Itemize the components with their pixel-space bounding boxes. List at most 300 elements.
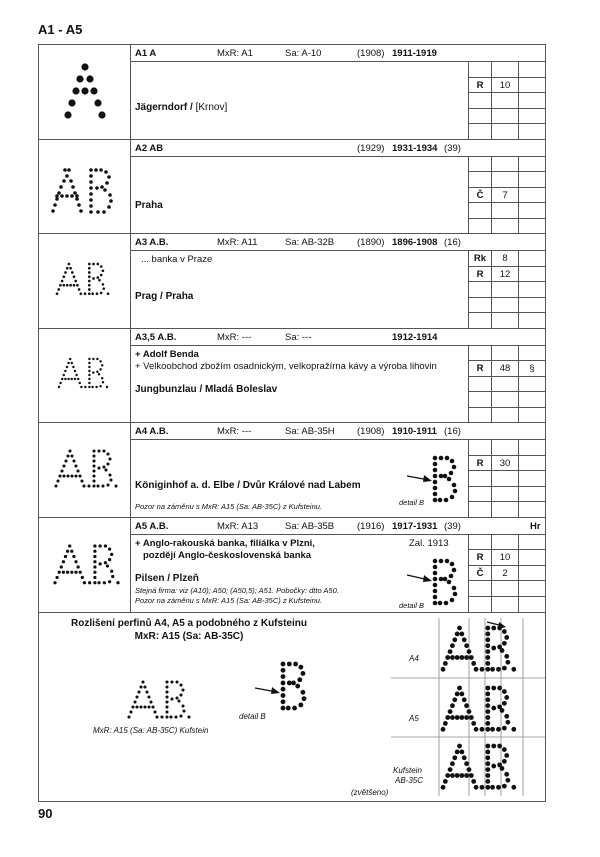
perforation-hole (79, 292, 82, 295)
kufstein-perfin-glyph (123, 674, 223, 730)
perforation-hole (54, 484, 57, 487)
perforation-hole (97, 581, 100, 584)
perforation-hole (445, 558, 450, 563)
section-title: A1 - A5 (38, 22, 83, 37)
perforation-hole (106, 452, 109, 455)
perforation-hole (448, 767, 453, 772)
perforation-hole (151, 705, 154, 708)
perforation-hole (93, 570, 96, 573)
rating-value: 30 (492, 456, 519, 471)
perforation-hole (66, 365, 68, 367)
perforation-hole (72, 554, 75, 557)
perforation-hole (469, 715, 474, 720)
perforation-hole (51, 209, 55, 213)
perforation-hole (63, 168, 67, 172)
perforation-hole (464, 703, 469, 708)
catalog-entry-a5 (39, 518, 545, 613)
perforation-hole (55, 575, 58, 578)
perforation-hole (452, 465, 457, 470)
perforation-hole (74, 377, 76, 379)
perforation-hole (62, 560, 65, 563)
perforation-hole (63, 373, 65, 375)
perforation-hole (57, 191, 61, 195)
perforation-hole (457, 744, 462, 749)
perforation-hole (433, 588, 438, 593)
perforation-hole (84, 385, 86, 387)
perforation-hole (104, 544, 107, 547)
perforation-hole (100, 185, 104, 189)
perforation-hole (457, 626, 462, 631)
catalog-entry-a4 (39, 423, 545, 518)
perforation-hole (471, 721, 476, 726)
perforation-hole (459, 692, 464, 697)
catalog-entry-a3 (39, 234, 545, 329)
rating-grade: Č (469, 188, 492, 203)
perforation-hole (165, 715, 168, 718)
perforation-hole (56, 479, 59, 482)
detail-b-glyph (399, 454, 469, 510)
perforation-hole (445, 773, 450, 778)
perforation-hole (485, 637, 490, 642)
perfin-image-a4 (39, 423, 131, 517)
rating-value: 10 (492, 550, 519, 565)
perforation-hole (500, 648, 505, 653)
perforation-hole (506, 778, 511, 783)
perforation-hole (485, 632, 490, 637)
perforation-hole (64, 554, 67, 557)
perforation-hole (450, 655, 455, 660)
perforation-hole (76, 469, 79, 472)
perforation-hole (504, 635, 509, 640)
perforation-hole (83, 581, 86, 584)
years-main: 1910-1911 (392, 426, 437, 437)
perforation-hole (485, 661, 490, 666)
perforation-hole (73, 275, 76, 278)
perforation-hole (96, 276, 99, 279)
perforation-hole (137, 690, 140, 693)
perforation-hole (101, 364, 103, 366)
perforation-hole (139, 705, 142, 708)
perforation-hole (165, 690, 168, 693)
perforation-hole (450, 703, 455, 708)
perforation-hole (453, 489, 458, 494)
years-main: 1917-1931 (392, 520, 438, 532)
perforation-hole (70, 570, 73, 573)
perforation-hole (89, 198, 93, 202)
perforation-hole (452, 697, 457, 702)
perforation-hole (491, 744, 496, 749)
rating-value: 2 (492, 566, 519, 581)
mxr-ref: MxR: A1 (217, 48, 253, 59)
perforation-hole (297, 677, 302, 682)
rating-value: 8 (492, 251, 519, 266)
perforation-hole (291, 680, 296, 685)
sa-ref: Sa: AB-35B (285, 520, 335, 532)
perforation-hole (74, 280, 77, 283)
perforation-hole (455, 692, 460, 697)
years-main: 1931-1934 (392, 142, 438, 154)
perforation-hole (490, 785, 495, 790)
rating-value: 7 (492, 188, 519, 203)
entry-header (131, 329, 545, 346)
place-main: Jägerndorf / (135, 102, 193, 113)
perforation-hole (74, 474, 77, 477)
perforation-hole (65, 174, 69, 178)
perforation-hole (70, 474, 73, 477)
perforation-hole (62, 474, 65, 477)
perforation-hole (102, 283, 105, 286)
perforation-hole (455, 750, 460, 755)
row-label-kufstein: Kufstein (393, 766, 422, 775)
years-pre: (1908) (357, 426, 385, 437)
perforation-hole (58, 570, 61, 573)
perforation-hole (441, 667, 446, 672)
perforation-hole (72, 365, 74, 367)
perforation-hole (135, 695, 138, 698)
perforation-hole (69, 284, 72, 287)
perforation-hole (448, 649, 453, 654)
perforation-hole (504, 714, 509, 719)
perforation-hole (485, 767, 490, 772)
perforation-hole (298, 665, 303, 670)
perforation-hole (165, 705, 168, 708)
entry-remark: ... banka v Praze (141, 254, 213, 265)
entry-body (131, 62, 469, 139)
perforation-hole (450, 597, 455, 602)
detail-label: detail B (239, 712, 266, 721)
perforation-hole (66, 549, 69, 552)
perforation-hole (433, 456, 438, 461)
perfin-a-dot-b-glyph (39, 329, 131, 423)
perforation-hole (93, 560, 96, 563)
perforation-hole (469, 773, 474, 778)
perforation-hole (102, 269, 105, 272)
perforation-hole (104, 468, 107, 471)
perforation-hole (109, 199, 113, 203)
perforation-hole (74, 464, 77, 467)
perforation-hole (80, 479, 83, 482)
place-main: Praha (135, 199, 163, 211)
perforation-hole (109, 478, 112, 481)
perforation-hole (281, 680, 286, 685)
perforation-hole (91, 292, 94, 295)
rating-grade: R (469, 456, 492, 471)
mxr-ref: MxR: --- (217, 426, 252, 437)
perforation-hole (452, 755, 457, 760)
pointer-arrow-icon (255, 687, 280, 694)
perforation-hole (286, 706, 291, 711)
perforation-hole (447, 477, 452, 482)
perforation-hole (57, 288, 60, 291)
perforation-hole (485, 750, 490, 755)
kufstein-caption: MxR: A15 (Sa: AB-35C) Kufstein (93, 726, 209, 735)
perfin-image-a3-5 (39, 329, 131, 423)
rating-grade: R (469, 361, 492, 376)
perforation-hole (175, 680, 178, 683)
perforation-hole (62, 179, 66, 183)
perforation-hole (88, 357, 90, 359)
rating-value: 10 (492, 78, 519, 93)
perforation-hole (491, 646, 496, 651)
perforation-hole (97, 466, 100, 469)
perforation-hole (443, 661, 448, 666)
perforation-hole (433, 564, 438, 569)
rating-grid (469, 251, 545, 328)
comparison-panel (38, 612, 546, 802)
years-post: (16) (444, 426, 461, 437)
perforation-hole (66, 570, 69, 573)
enlarged-comparison (391, 618, 545, 796)
entry-code: A3 A.B. (135, 237, 169, 248)
perforation-hole (485, 686, 490, 691)
perforation-hole (102, 465, 105, 468)
perforation-hole (447, 579, 452, 584)
perforation-hole (65, 194, 69, 198)
perforation-hole (75, 373, 77, 375)
perforation-hole (455, 655, 460, 660)
perforation-hole (114, 484, 117, 487)
perforation-hole (101, 376, 103, 378)
rating-grid (469, 535, 545, 613)
perforation-hole (287, 662, 292, 667)
perforation-hole (116, 581, 119, 584)
perforation-hole (298, 703, 303, 708)
firm-successor: pozdějí Anglo-československá banka (143, 549, 312, 561)
perforation-hole (506, 720, 511, 725)
perforation-hole (467, 649, 472, 654)
perforation-hole (462, 755, 467, 760)
perforation-hole (502, 689, 507, 694)
perforation-hole (445, 456, 450, 461)
perfin-image-a1 (39, 45, 131, 139)
perforation-hole (485, 697, 490, 702)
perforation-hole (485, 692, 490, 697)
entry-body (131, 157, 469, 234)
perforation-hole (444, 498, 449, 503)
perforation-hole (281, 699, 286, 704)
perforation-hole (135, 705, 138, 708)
perforation-hole (59, 185, 63, 189)
perforation-hole (92, 459, 95, 462)
perforation-hole (106, 385, 108, 387)
perforation-hole (100, 265, 103, 268)
caution-note: Pozor na záměnu s MxR: A15 (Sa: AB-35C) z Kufsteinu. (135, 502, 323, 511)
perforation-hole (485, 779, 490, 784)
perforation-hole (104, 170, 108, 174)
perforation-hole (78, 288, 81, 291)
perforation-hole (450, 459, 455, 464)
perforation-hole (98, 279, 101, 282)
perforation-hole (61, 377, 63, 379)
perforation-hole (462, 697, 467, 702)
perforation-hole (433, 480, 438, 485)
perforation-hole (496, 727, 501, 732)
perforation-hole (99, 360, 101, 362)
perforation-hole (93, 544, 96, 547)
perforation-hole (165, 685, 168, 688)
perforation-hole (181, 688, 184, 691)
perforation-hole (61, 280, 64, 283)
perforation-hole (467, 709, 472, 714)
perforation-hole (64, 377, 66, 379)
perforation-hole (59, 381, 61, 383)
perfin-image-a3 (39, 234, 131, 328)
catalog-table (38, 44, 546, 613)
perforation-hole (88, 381, 90, 383)
perforation-hole (433, 492, 438, 497)
perforation-hole (110, 552, 113, 555)
perforation-hole (106, 462, 109, 465)
perforation-hole (165, 700, 168, 703)
perforation-hole (450, 715, 455, 720)
perforation-hole (450, 761, 455, 766)
perforation-hole (485, 761, 490, 766)
entry-header (131, 423, 545, 440)
perforation-hole (96, 210, 100, 214)
perforation-hole (104, 561, 107, 564)
perforation-hole (99, 368, 101, 370)
entry-body (131, 440, 469, 517)
perforation-hole (92, 277, 95, 280)
perfin-image-a5 (39, 518, 131, 613)
perforation-hole (181, 704, 184, 707)
perforation-hole (110, 569, 113, 572)
perforation-hole (445, 715, 450, 720)
perforation-hole (165, 680, 168, 683)
perforation-hole (504, 772, 509, 777)
perforation-hole (131, 705, 134, 708)
perforation-hole (102, 449, 105, 452)
perforation-hole (81, 575, 84, 578)
perforation-hole (496, 667, 501, 672)
perforation-hole (66, 474, 69, 477)
entry-body (131, 535, 469, 613)
entry-body (131, 346, 469, 423)
perforation-hole (170, 697, 173, 700)
mxr-ref: MxR: A11 (217, 237, 258, 248)
perforation-hole (438, 498, 443, 503)
perforation-hole (281, 668, 286, 673)
perforation-hole (53, 581, 56, 584)
perforation-hole (88, 292, 91, 295)
perforation-hole (452, 585, 457, 590)
perforation-hole (433, 582, 438, 587)
perforation-hole (69, 267, 72, 270)
years-pre: (1908) (357, 48, 385, 59)
perforation-hole (459, 773, 464, 778)
perforation-hole (92, 484, 95, 487)
perforation-hole (485, 755, 490, 760)
perforation-hole (98, 372, 100, 374)
perforation-hole (103, 188, 107, 192)
perforation-hole (471, 779, 476, 784)
pointer-arrow-icon (407, 575, 432, 582)
perforation-hole (179, 714, 182, 717)
perforation-hole (97, 449, 100, 452)
perforation-hole (464, 643, 469, 648)
perforation-hole (89, 168, 93, 172)
perforation-hole (480, 667, 485, 672)
entry-header (131, 234, 545, 251)
perforation-hole (504, 695, 509, 700)
rating-grid (469, 157, 545, 234)
entry-code: A2 AB (135, 142, 164, 154)
perfin-a-dot-b-glyph (39, 234, 131, 328)
detail-label: detail B (399, 600, 425, 610)
perforation-hole (506, 660, 511, 665)
perforation-hole (58, 474, 61, 477)
years-pre: (1890) (357, 237, 385, 248)
perforation-hole (92, 469, 95, 472)
perforation-hole (88, 275, 91, 278)
perforation-hole (452, 483, 457, 488)
perforation-hole (96, 263, 99, 266)
perforation-hole (433, 600, 438, 605)
perforation-hole (62, 464, 65, 467)
perforation-hole (99, 168, 103, 172)
perforation-hole (295, 684, 300, 689)
perforation-hole (502, 629, 507, 634)
perforation-hole (485, 721, 490, 726)
perforation-hole (107, 292, 110, 295)
perforation-hole (59, 284, 62, 287)
related-firms-note: Stejná firma: viz (A10); A50; (A50,5); A51. Pobočky: dtto A50. (135, 585, 339, 595)
perforation-hole (502, 726, 507, 731)
perforation-hole (500, 708, 505, 713)
perforation-hole (95, 186, 99, 190)
place-main: Prag / Praha (135, 291, 194, 302)
perforation-hole (187, 715, 190, 718)
sa-ref: Sa: AB-32B (285, 237, 335, 248)
perforation-hole (480, 727, 485, 732)
perforation-hole (441, 727, 446, 732)
perforation-hole (143, 685, 146, 688)
perforation-hole (433, 594, 438, 599)
perforation-hole (78, 474, 81, 477)
perforation-hole (155, 715, 158, 718)
perforation-hole (106, 564, 109, 567)
perforation-hole (70, 194, 74, 198)
perforation-hole (301, 671, 306, 676)
perforation-hole (439, 474, 444, 479)
perforation-hole (179, 693, 182, 696)
rating-grid (469, 346, 545, 423)
perforation-hole (443, 576, 448, 581)
caution-note: Pozor na záměnu s MxR: A15 (Sa: AB-35C) z Kufsteinu. (135, 595, 323, 605)
perforation-hole (281, 674, 286, 679)
perforation-hole (287, 680, 292, 685)
perforation-hole (281, 662, 286, 667)
perforation-hole (69, 357, 71, 359)
perforation-hole (58, 385, 60, 387)
perforation-hole (71, 185, 75, 189)
perforation-hole (62, 284, 65, 287)
perforation-hole (433, 462, 438, 467)
perforation-hole (72, 459, 75, 462)
entry-header (131, 45, 545, 62)
detail-b-glyph (399, 557, 469, 613)
perforation-hole (450, 561, 455, 566)
perforation-hole (102, 210, 106, 214)
perforation-hole (108, 547, 111, 550)
perforation-hole (497, 744, 502, 749)
perforation-hole (64, 459, 67, 462)
perforation-hole (281, 706, 286, 711)
rating-mark: § (529, 363, 535, 374)
perforation-hole (77, 377, 79, 379)
perforation-hole (453, 591, 458, 596)
perforation-hole (491, 764, 496, 769)
